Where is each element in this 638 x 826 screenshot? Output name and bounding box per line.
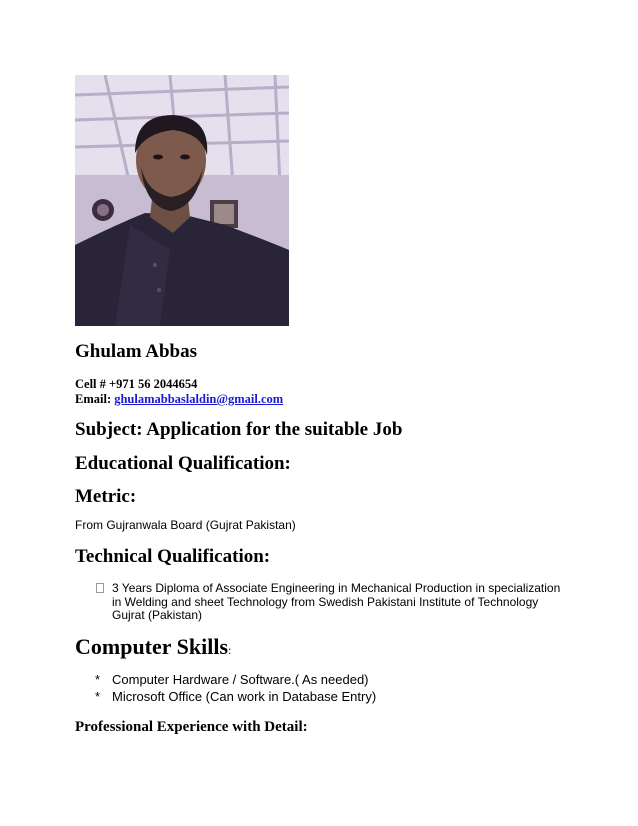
technical-item-text: 3 Years Diploma of Associate Engineering in Mechanical Production in specialization in Welding and sheet Technology from Swedish Pakistani Institute of Technology Gujrat (Pakistan): [112, 581, 561, 622]
list-item: [95, 671, 376, 688]
applicant-name: Ghulam Abbas: [75, 341, 197, 362]
heading-colon: :: [228, 643, 232, 657]
skill-item-text: Microsoft Office (Can work in Database Entry): [112, 689, 377, 704]
computer-skills-title: Computer Skills: [75, 634, 229, 659]
email-line: [75, 392, 283, 407]
metric-heading: Metric:: [75, 486, 137, 507]
experience-heading: Professional Experience with Detail:: [75, 719, 308, 735]
technical-list: [95, 582, 565, 626]
contact-block: [75, 377, 283, 407]
list-item: [95, 688, 376, 705]
box-bullet-icon: [96, 583, 104, 593]
asterisk-bullet-icon: *: [95, 689, 101, 704]
computer-skills-list: [95, 671, 376, 705]
computer-skills-heading: [75, 634, 231, 660]
email-label: Email:: [75, 392, 112, 406]
asterisk-bullet-icon: *: [95, 672, 101, 687]
profile-photo: [75, 75, 289, 326]
subject-heading: Subject: Application for the suitable Job: [75, 419, 403, 440]
metric-detail: From Gujranwala Board (Gujrat Pakistan): [75, 518, 296, 532]
email-link[interactable]: ghulamabbaslaldin@gmail.com: [114, 392, 284, 406]
cell-number: Cell # +971 56 2044654: [75, 377, 198, 391]
education-heading: Educational Qualification:: [75, 453, 291, 474]
list-item: [95, 582, 565, 623]
technical-heading: Technical Qualification:: [75, 546, 271, 567]
skill-item-text: Computer Hardware / Software.( As needed): [112, 672, 369, 687]
